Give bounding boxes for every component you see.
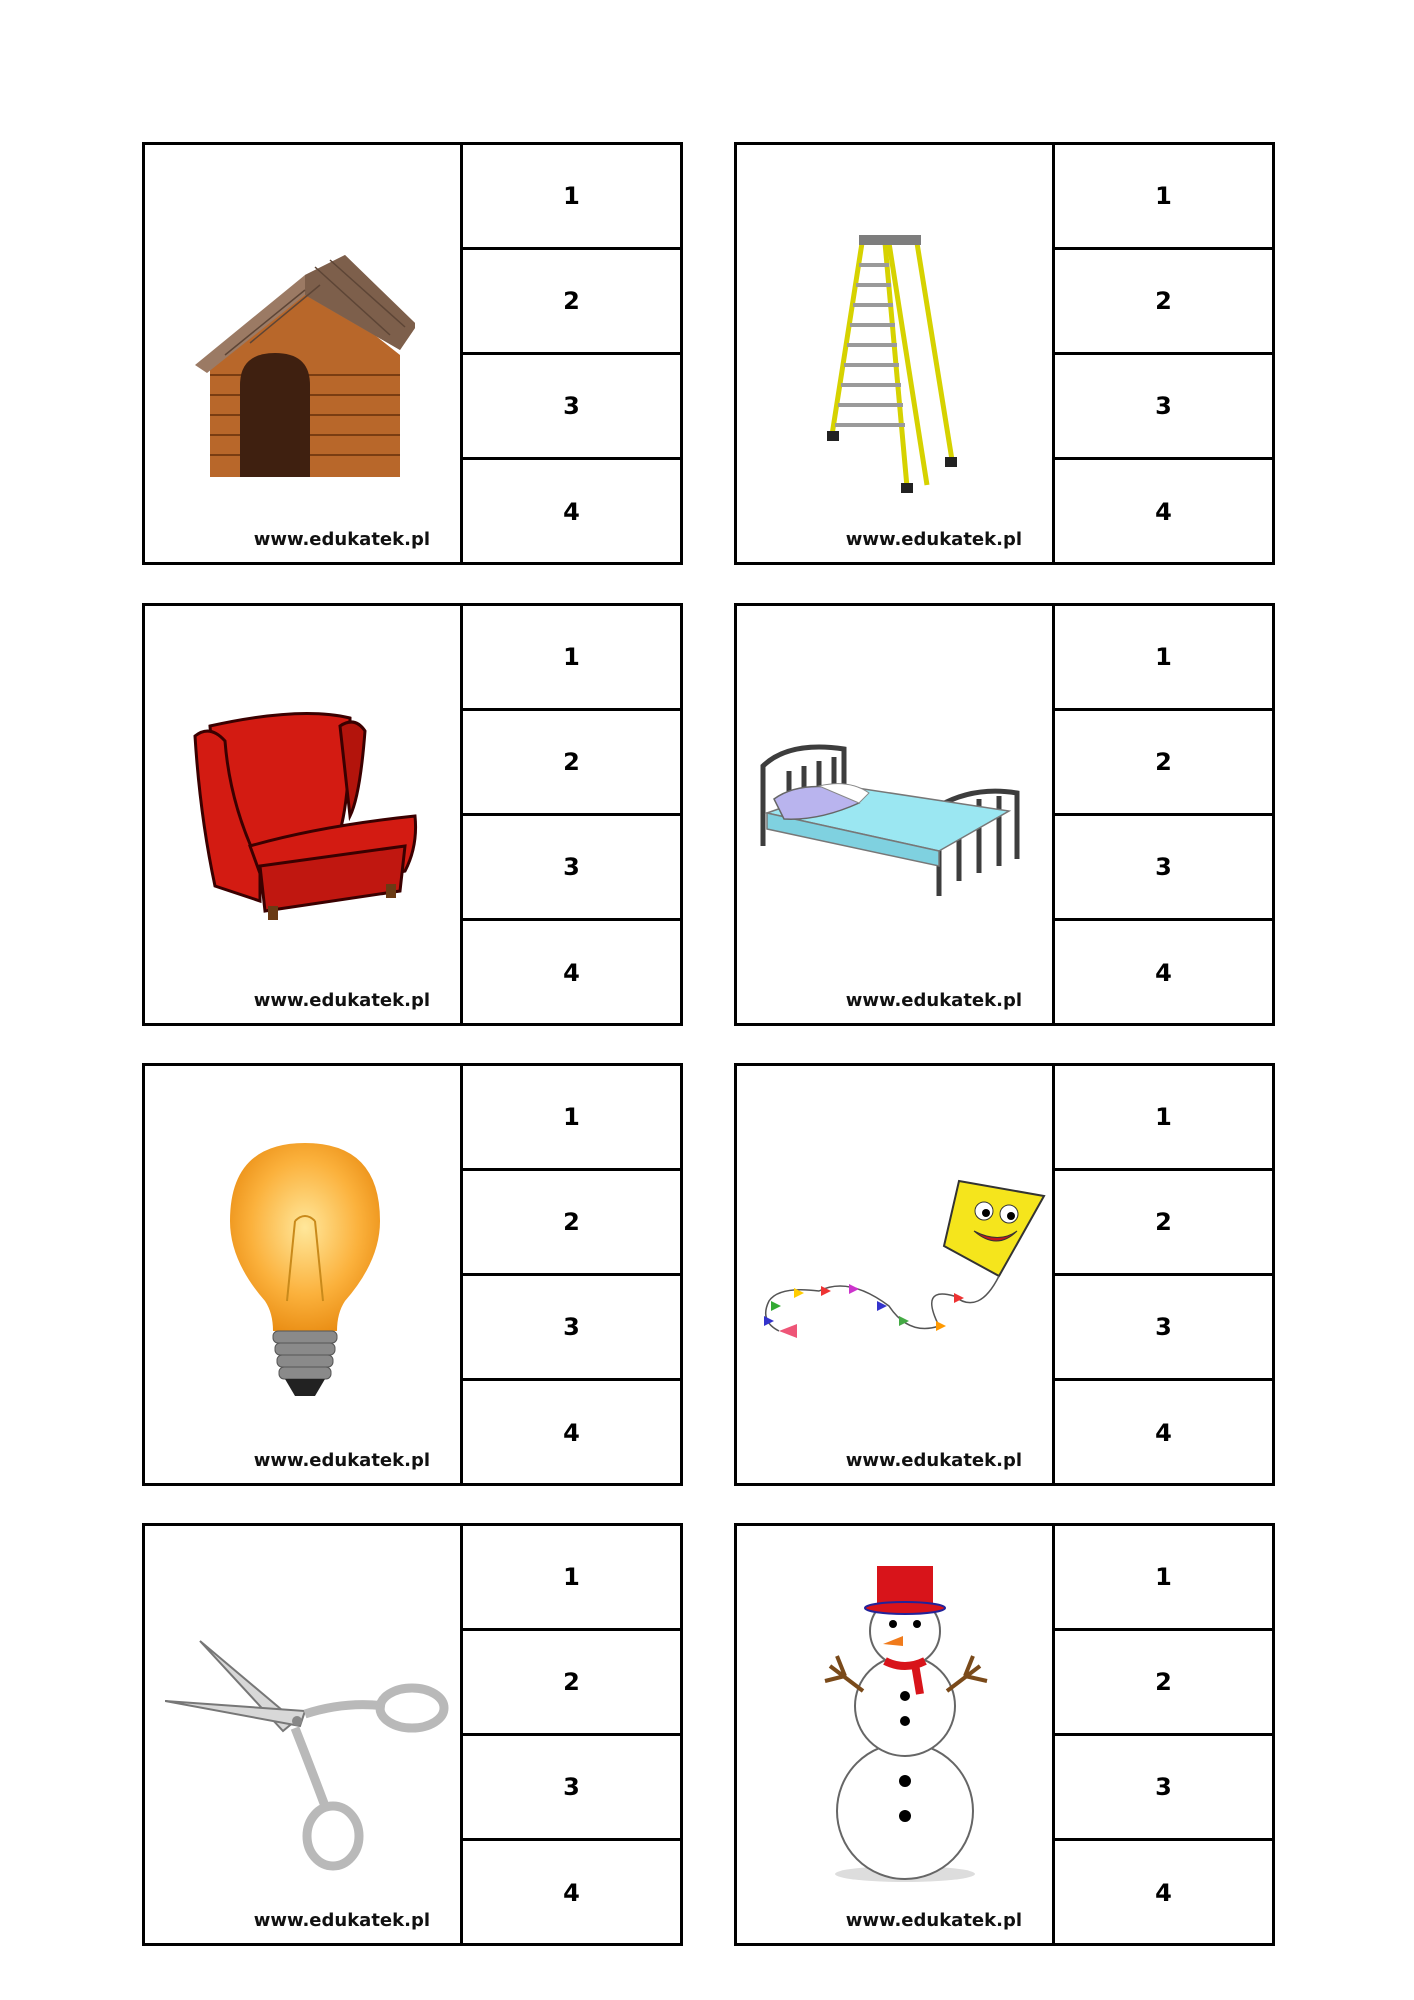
- number-column: [463, 145, 680, 562]
- number-column: [1055, 1066, 1272, 1483]
- picture-panel: [737, 1526, 1055, 1943]
- picture-panel: [145, 606, 463, 1023]
- number-column: [463, 1066, 680, 1483]
- picture-panel: [737, 1066, 1055, 1483]
- option-1[interactable]: 1: [1055, 1526, 1272, 1631]
- watermark: www.edukatek.pl: [253, 529, 430, 550]
- option-2[interactable]: 2: [1055, 711, 1272, 816]
- scissors-icon: [165, 1636, 450, 1871]
- option-2[interactable]: 2: [463, 711, 680, 816]
- number-column: [1055, 606, 1272, 1023]
- option-4[interactable]: 4: [1155, 1879, 1172, 1907]
- watermark: www.edukatek.pl: [845, 529, 1022, 550]
- watermark: www.edukatek.pl: [253, 1910, 430, 1931]
- card-bed: [734, 603, 1275, 1026]
- card-ladder: [734, 142, 1275, 565]
- option-1[interactable]: 1: [463, 1066, 680, 1171]
- armchair-icon: [190, 706, 420, 931]
- option-3[interactable]: 3: [463, 816, 680, 921]
- option-4[interactable]: 4: [1155, 959, 1172, 987]
- picture-panel: [737, 145, 1055, 562]
- card-light-bulb: [142, 1063, 683, 1486]
- option-4[interactable]: 4: [1155, 498, 1172, 526]
- snowman-icon: [815, 1556, 995, 1886]
- option-3[interactable]: 3: [1055, 1276, 1272, 1381]
- option-2[interactable]: 2: [1055, 1631, 1272, 1736]
- option-2[interactable]: 2: [463, 250, 680, 355]
- card-armchair: [142, 603, 683, 1026]
- option-4[interactable]: 4: [563, 498, 580, 526]
- card-kite: [734, 1063, 1275, 1486]
- option-3[interactable]: 3: [463, 355, 680, 460]
- dog-house-icon: [195, 255, 415, 485]
- option-4[interactable]: 4: [563, 1419, 580, 1447]
- watermark: www.edukatek.pl: [845, 1450, 1022, 1471]
- option-2[interactable]: 2: [1055, 1171, 1272, 1276]
- option-4[interactable]: 4: [1155, 1419, 1172, 1447]
- option-3[interactable]: 3: [1055, 1736, 1272, 1841]
- number-column: [463, 1526, 680, 1943]
- option-1[interactable]: 1: [1055, 606, 1272, 711]
- option-2[interactable]: 2: [1055, 250, 1272, 355]
- option-4[interactable]: 4: [563, 1879, 580, 1907]
- option-3[interactable]: 3: [1055, 355, 1272, 460]
- option-1[interactable]: 1: [463, 606, 680, 711]
- kite-icon: [749, 1176, 1049, 1376]
- option-1[interactable]: 1: [1055, 1066, 1272, 1171]
- card-scissors: [142, 1523, 683, 1946]
- picture-panel: [145, 145, 463, 562]
- option-2[interactable]: 2: [463, 1631, 680, 1736]
- number-column: [1055, 145, 1272, 562]
- watermark: www.edukatek.pl: [845, 990, 1022, 1011]
- watermark: www.edukatek.pl: [253, 1450, 430, 1471]
- ladder-icon: [827, 235, 957, 495]
- picture-panel: [145, 1066, 463, 1483]
- number-column: [1055, 1526, 1272, 1943]
- card-dog-house: [142, 142, 683, 565]
- option-3[interactable]: 3: [1055, 816, 1272, 921]
- picture-panel: [145, 1526, 463, 1943]
- bed-icon: [759, 741, 1034, 901]
- option-3[interactable]: 3: [463, 1276, 680, 1381]
- watermark: www.edukatek.pl: [845, 1910, 1022, 1931]
- option-4[interactable]: 4: [563, 959, 580, 987]
- number-column: [463, 606, 680, 1023]
- option-1[interactable]: 1: [463, 1526, 680, 1631]
- watermark: www.edukatek.pl: [253, 990, 430, 1011]
- picture-panel: [737, 606, 1055, 1023]
- option-2[interactable]: 2: [463, 1171, 680, 1276]
- option-1[interactable]: 1: [1055, 145, 1272, 250]
- light-bulb-icon: [225, 1141, 385, 1406]
- card-snowman: [734, 1523, 1275, 1946]
- option-1[interactable]: 1: [463, 145, 680, 250]
- option-3[interactable]: 3: [463, 1736, 680, 1841]
